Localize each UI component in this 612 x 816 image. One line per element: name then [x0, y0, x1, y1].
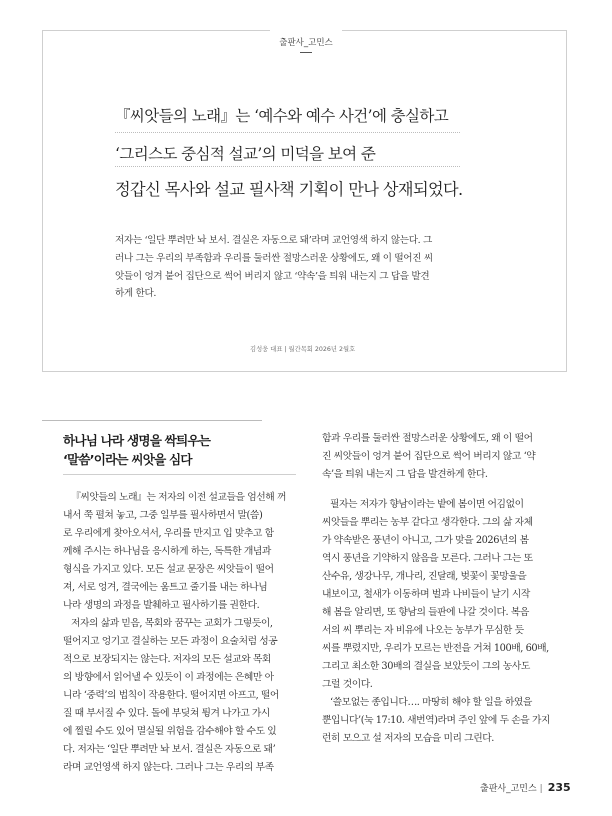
body-text-line: 필자는 저자가 향남이라는 밭에 봄이면 어김없이 — [330, 499, 524, 510]
body-text-line: 서의 씨 뿌리는 자 비유에 나오는 농부가 무심한 듯 — [322, 625, 524, 636]
body-text-line: 로 우리에게 찾아오셔서, 우리를 만지고 입 맞추고 함 — [63, 528, 274, 539]
footer-separator: | — [539, 784, 543, 794]
page-footer — [480, 781, 571, 794]
body-text-line: 그리고 최소한 30배의 결실을 보았듯이 그의 농사도 — [322, 661, 530, 672]
body-text-line: 씨앗들을 뿌리는 농부 같다고 생각한다. 그의 삶 자체 — [322, 517, 533, 528]
body-text-line: 산수유, 생강나무, 개나리, 진달래, 벚꽃이 꽃망울을 — [322, 571, 527, 582]
body-text-line: 속’을 틔워 내는지 그 답을 발견하게 한다. — [322, 469, 488, 480]
page-number: 235 — [547, 781, 571, 794]
body-text-line: 『씨앗들의 노래』는 저자의 이전 설교들을 엄선해 꺼 — [71, 492, 286, 503]
body-text-line: 라며 교언영색 하지 않는다. 그러나 그는 우리의 부족 — [63, 762, 274, 773]
heading-rule — [63, 474, 296, 475]
pull-quote-line-3: 정갑신 목사와 설교 필사책 기획이 만나 상재되었다. — [115, 180, 463, 199]
pull-quote-line-2: ‘그리스도 중심적 설교’의 미덕을 보여 준 — [115, 145, 376, 163]
section-tag-underline — [300, 52, 312, 53]
quote-divider-2 — [115, 166, 460, 167]
body-text-line: 내보이고, 철새가 이동하며 벌과 나비들이 날기 시작 — [322, 589, 530, 600]
body-text-line: 진 씨앗들이 엉겨 붙어 집단으로 썩어 버리지 않고 ‘약 — [322, 451, 536, 462]
body-text-line: 런히 모으고 설 저자의 모습을 미리 그린다. — [322, 733, 494, 744]
body-text-line: 에 찔릴 수도 있어 멸실될 위험을 감수해야 할 수도 있 — [63, 726, 277, 737]
body-text-line: 떨어지고 엉기고 결실하는 모든 과정이 요술처럼 성공 — [63, 636, 278, 647]
frame-top-border-left — [42, 30, 270, 31]
body-text-line: ‘쓸모없는 종입니다…. 마땅히 해야 할 일을 하였을 — [330, 697, 532, 708]
top-rule — [42, 420, 262, 421]
body-text-line: 가 약속받은 풍년이 아니고, 그가 맞을 2026년의 봄 — [322, 535, 529, 546]
body-text-line: 께해 주시는 하나님을 응시하게 하는, 독특한 개념과 — [63, 546, 271, 557]
pull-quote-line-1: 『씨앗들의 노래』는 ‘예수와 예수 사건’에 충실하고 — [115, 107, 449, 125]
quote-divider-1 — [115, 132, 460, 133]
body-text-line: 저자의 삶과 믿음, 목회와 꿈꾸는 교회가 그렇듯이, — [71, 618, 273, 629]
body-text-line: 내서 쭉 펼쳐 놓고, 그중 일부를 필사하면서 말(씀) — [63, 510, 263, 521]
body-text-line: 형식을 가지고 있다. 모든 설교 문장은 씨앗들이 떨어 — [63, 564, 274, 575]
article-heading-line-1: 하나님 나라 생명을 싹틔우는 — [63, 433, 211, 448]
body-text-line: 역시 풍년을 기약하지 않음을 모른다. 그러나 그는 또 — [322, 553, 533, 564]
frame-top-border-right — [342, 30, 567, 31]
body-text-line: 그럴 것이다. — [322, 679, 373, 690]
intro-line: 앗들이 엉겨 붙어 집단으로 썩어 버리지 않고 ‘약속’을 틔워 내는지 그 답을 발견 — [115, 270, 430, 282]
intro-line: 하게 한다. — [115, 288, 157, 300]
intro-frame — [42, 30, 567, 372]
body-text-line: 나라 생명의 과정을 발췌하고 필사하기를 권한다. — [63, 600, 260, 611]
article-heading-line-2: ‘말씀’이라는 씨앗을 심다 — [63, 452, 192, 467]
body-text-line: 져, 서로 엉겨, 결국에는 움트고 줄기를 내는 하나님 — [63, 582, 268, 593]
intro-paragraph — [115, 232, 523, 303]
body-text-line: 의 방향에서 읽어낼 수 있듯이 이 과정에는 은혜만 아 — [63, 672, 274, 683]
body-text-line: 함과 우리를 둘러싼 절망스러운 상황에도, 왜 이 떨어 — [322, 433, 533, 444]
body-text-line: 다. 저자는 ‘일단 뿌려만 놔 보서. 결실은 자동으로 돼’ — [63, 744, 276, 755]
section-tag: 출판사_고민스 — [279, 38, 333, 48]
body-text-line: 해 봄을 알리면, 또 향남의 들판에 나갈 것이다. 복음 — [322, 607, 529, 618]
body-text-line: 니라 ‘중력’의 법칙이 작용한다. 떨어지면 아프고, 떨어 — [63, 690, 279, 701]
body-text-line: 질 때 부서질 수 있다. 돌에 부딪쳐 튕겨 나가고 가시 — [63, 708, 270, 719]
body-text-line: 뿐입니다’(눅 17:10. 새번역)라며 주인 앞에 두 손을 가지 — [322, 715, 550, 726]
intro-line: 러나 그는 우리의 부족함과 우리를 둘러싼 절망스러운 상황에도, 왜 이 떨어진 씨 — [115, 252, 433, 264]
intro-line: 저자는 ‘일단 뿌려만 놔 보서. 결실은 자동으로 돼’라며 교언영색 하지 않는다. 그 — [115, 235, 432, 246]
author-credit: 김성웅 대표 | 월간목회 2026년 2월호 — [250, 346, 356, 353]
body-text-line: 씨를 뿌렸지만, 우리가 모르는 반전을 거쳐 100배, 60배, — [322, 643, 549, 654]
footer-label: 출판사_고민스 — [480, 784, 537, 794]
body-text-line: 적으로 보장되지는 않는다. 저자의 모든 설교와 목회 — [63, 654, 271, 665]
